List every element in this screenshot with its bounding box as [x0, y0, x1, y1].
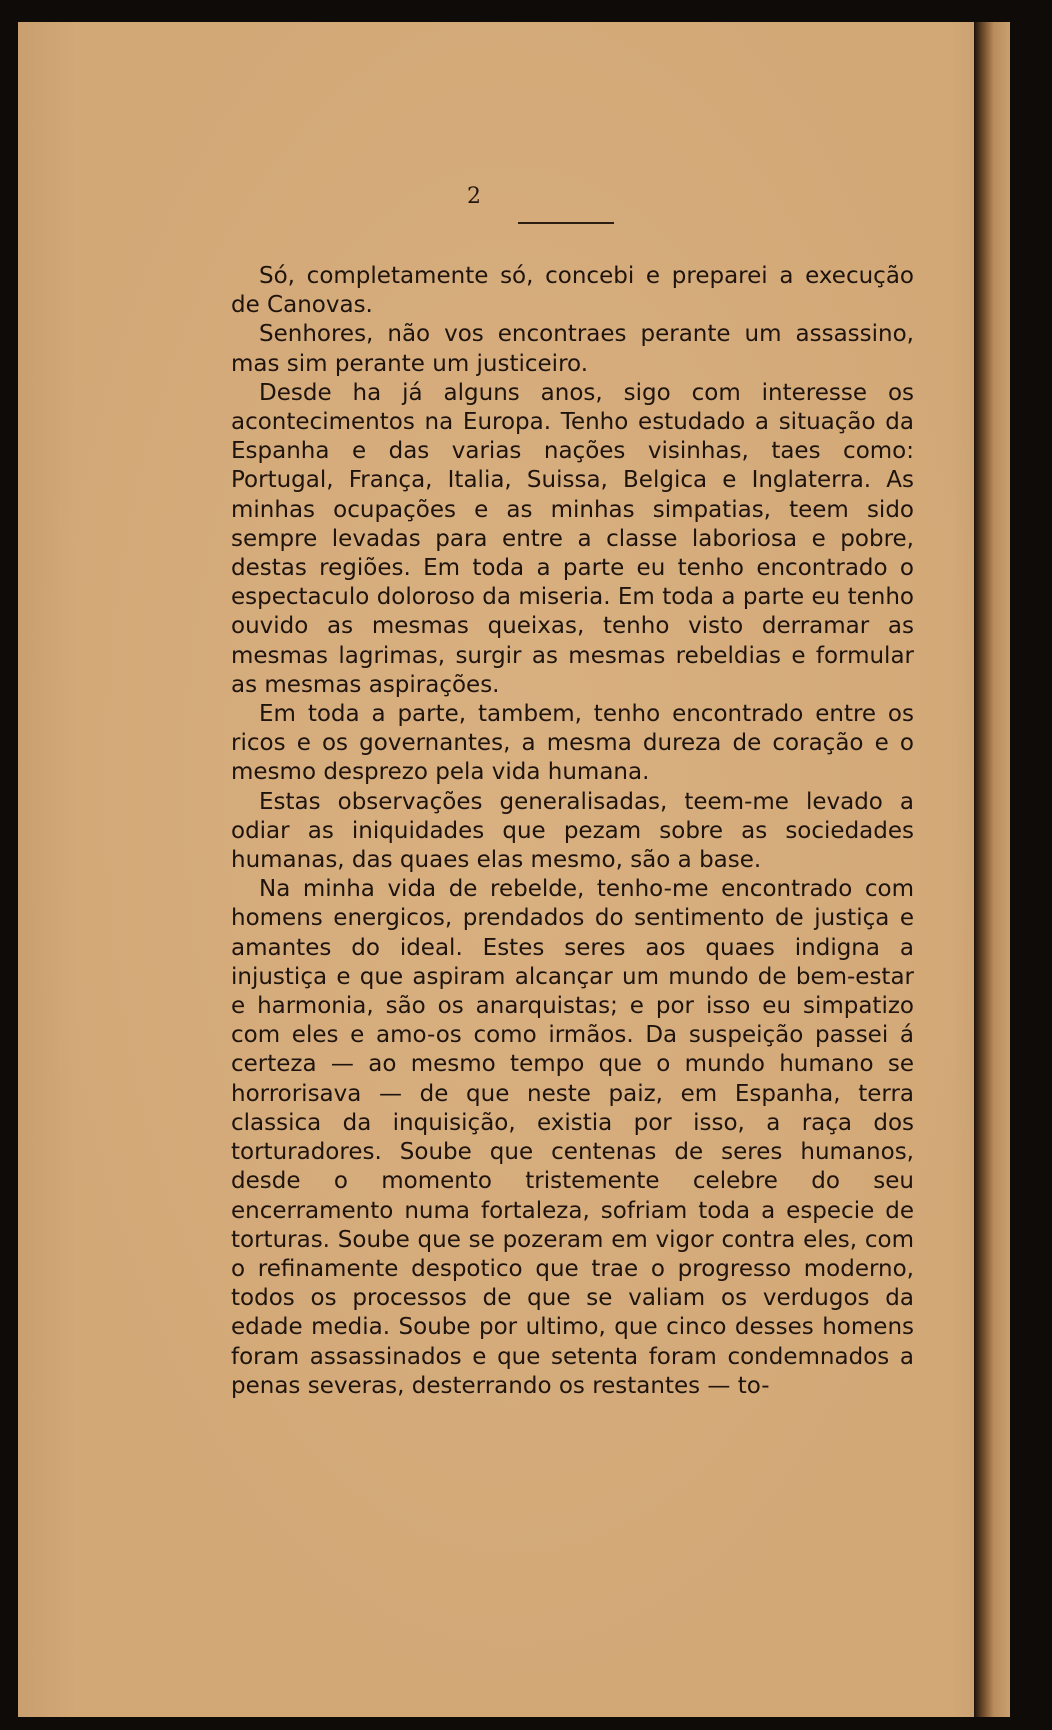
page-number: 2 [467, 184, 481, 209]
page-edge [974, 22, 1010, 1717]
paragraph: Em toda a parte, tambem, tenho encontrado entre os ricos e os governantes, a mesma dureza de coração e o mesmo desprezo pela vida humana. [231, 701, 914, 786]
paragraph: Estas observações generalisadas, teem-me levado a odiar as iniquidades que pezam sobre as sociedades humanas, das quaes elas mesmo, são a base. [231, 788, 914, 874]
book-page [18, 22, 1010, 1717]
paragraph: Desde ha já alguns anos, sigo com interesse os acontecimentos na Europa. Tenho estudado a situação da Espanha e das varias nações visinhas, taes como: Portugal, França, Italia, Suissa, Belgica e Inglaterra. As minhas ocupações e as minhas simpatias, teem sido sempre levadas para entre a classe laboriosa e pobre, destas regiões. Em toda a parte eu tenho encontrado o espectaculo doloroso da miseria. Em toda a parte eu tenho ouvido as mesmas queixas, tenho visto derramar as mesmas lagrimas, surgir as mesmas rebeldias e formular as mesmas aspirações. [231, 379, 914, 698]
paragraph: Senhores, não vos encontraes perante um assassino, mas sim perante um justiceiro. [231, 321, 914, 377]
body-text [231, 262, 914, 1401]
paragraph: Na minha vida de rebelde, tenho-me encontrado com homens energicos, prendados do sentimento de justiça e amantes do ideal. Estes seres aos quaes indigna a injustiça e que aspiram alcançar um mundo de bem-estar e harmonia, são os anarquistas; e por isso eu simpatizo com eles e amo-os como irmãos. Da suspeição passei á certeza — ao mesmo tempo que o mundo humano se horrorisava — de que neste paiz, em Espanha, terra classica da inquisição, existia por isso, a raça dos torturadores. Soube que centenas de seres humanos, desde o momento tristemente celebre do seu encerramento numa fortaleza, sofriam toda a especie de torturas. Soube que se pozeram em vigor contra eles, com o refinamente despotico que trae o progresso moderno, todos os processos de que se valiam os verdugos da edade media. Soube por ultimo, que cinco desses homens foram assassinados e que setenta foram condemnados a penas severas, desterrando os restantes — to- [231, 876, 914, 1399]
page-number-rule [518, 222, 614, 224]
paragraph: Só, completamente só, concebi e preparei a execução de Canovas. [231, 263, 914, 319]
